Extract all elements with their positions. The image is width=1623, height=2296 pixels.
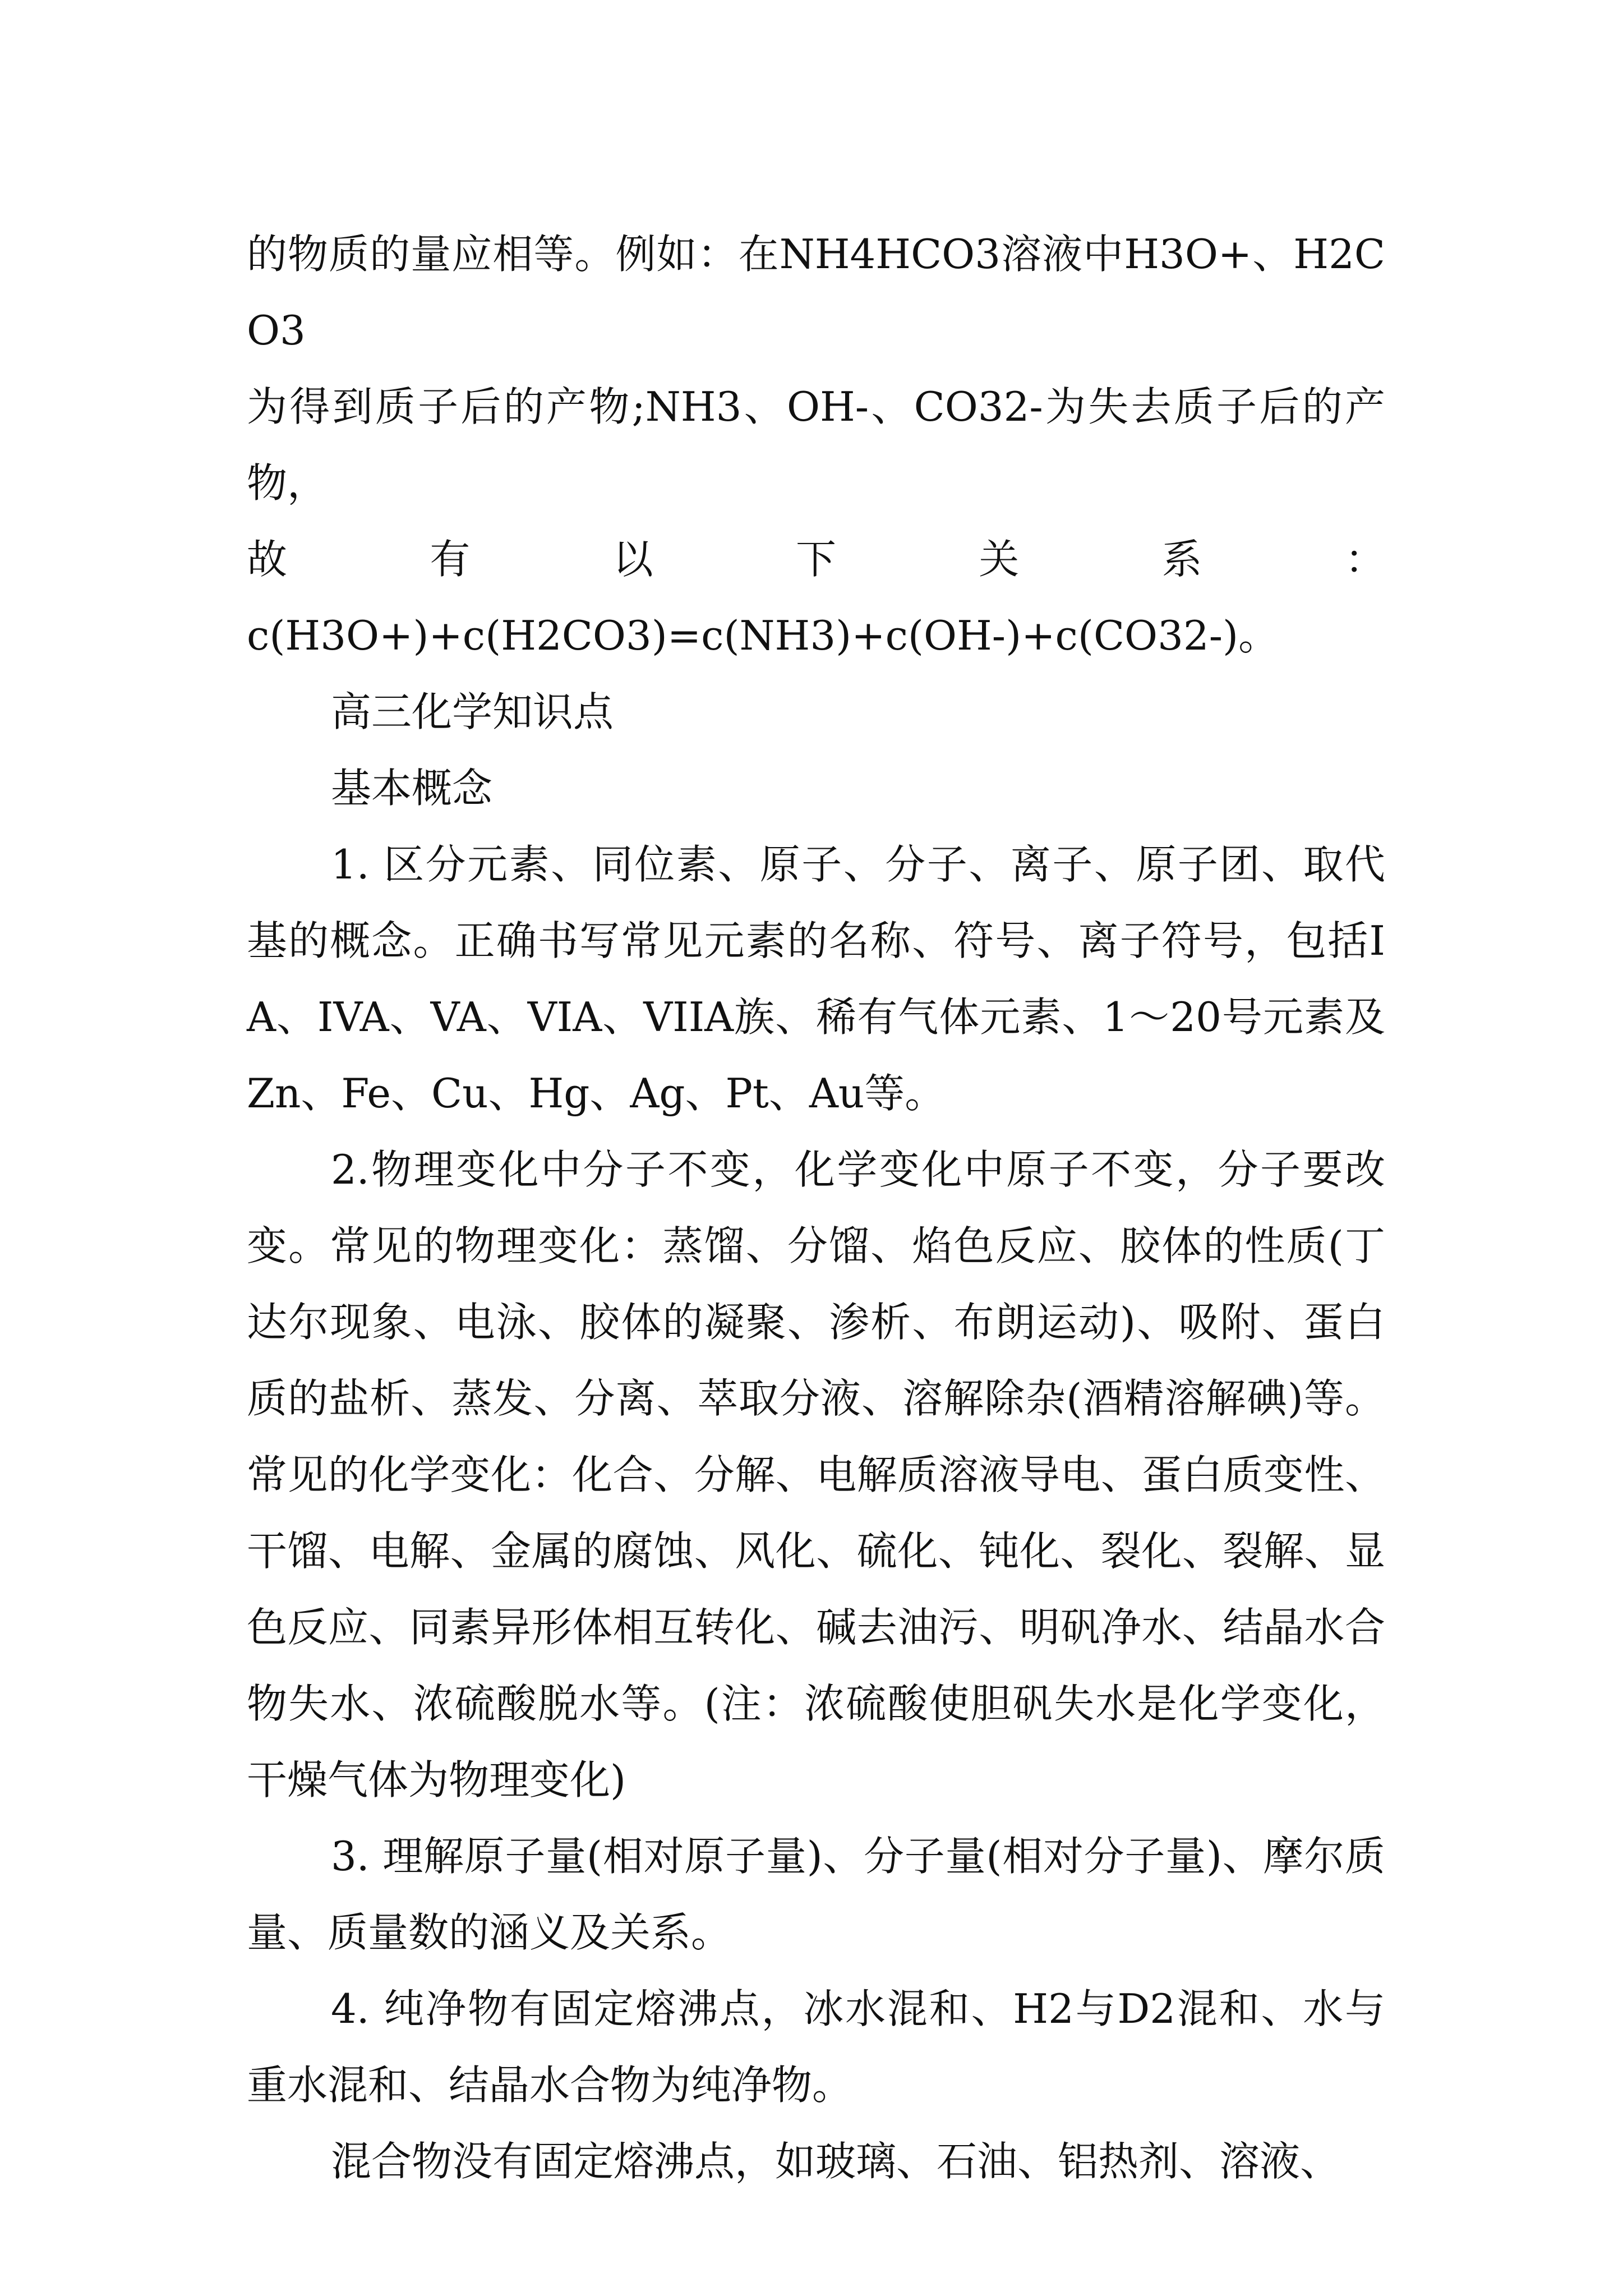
spread-text-line — [247, 521, 1385, 597]
spread-char: 有 — [430, 536, 471, 583]
text-line: 的物质的量应相等。例如：在NH4HCO3溶液中H3O+、H2CO3 — [247, 231, 1385, 354]
text-line: 为得到质子后的产物;NH3、OH-、CO32-为失去质子后的产物， — [247, 383, 1385, 507]
paragraph-item-2: 2.物理变化中分子不变，化学变化中原子不变，分子要改变。常见的物理变化：蒸馏、分馏、焰色反应、胶体的性质(丁达尔现象、电泳、胶体的凝聚、渗析、布朗运动)、吸附、蛋白质的盐析、蒸发、分离、萃取分液、溶解除杂(酒精溶解碘)等。 常见的化学变化：化合、分解、电解质溶液导电、蛋白质变性、干馏、电解、金属的腐蚀、风化、硫化、钝化、裂化、裂解、显色反应、同素异形体相互转化、碱去油污、明矾净水、结晶水合物失水、浓硫酸脱水等。(注：浓硫酸使胆矾失水是化学变化，干燥气体为物理变化) — [247, 1146, 1385, 1803]
section-heading: 高三化学知识点 — [331, 688, 614, 735]
subsection-heading: 基本概念 — [331, 765, 493, 812]
equation-line: c(H3O+)+c(H2CO3)=c(NH3)+c(OH-)+c(CO32-)。 — [247, 612, 1279, 659]
spread-char: 系 — [1161, 536, 1202, 583]
paragraph-continued — [247, 216, 1385, 674]
spread-char: 下 — [795, 536, 836, 583]
spread-char: ： — [1344, 536, 1385, 583]
spread-char: 以 — [612, 536, 653, 583]
spread-char: 故 — [247, 536, 288, 583]
paragraph-item-1: 1. 区分元素、同位素、原子、分子、离子、原子团、取代基的概念。正确书写常见元素的名称、符号、离子符号，包括IA、IVA、VA、VIA、VIIA族、稀有气体元素、1～20号元素及Zn、Fe、Cu、Hg、Ag、Pt、Au等。 — [247, 841, 1385, 1117]
paragraph-item-3: 3. 理解原子量(相对原子量)、分子量(相对分子量)、摩尔质量、质量数的涵义及关系。 — [247, 1833, 1385, 1956]
spread-char: 关 — [979, 536, 1020, 583]
paragraph-item-4: 4. 纯净物有固定熔沸点，冰水混和、H2与D2混和、水与重水混和、结晶水合物为纯净物。 — [247, 1985, 1385, 2109]
paragraph-mixtures: 混合物没有固定熔沸点，如玻璃、石油、铝热剂、溶液、 — [331, 2138, 1341, 2185]
document-page — [247, 216, 1385, 2200]
